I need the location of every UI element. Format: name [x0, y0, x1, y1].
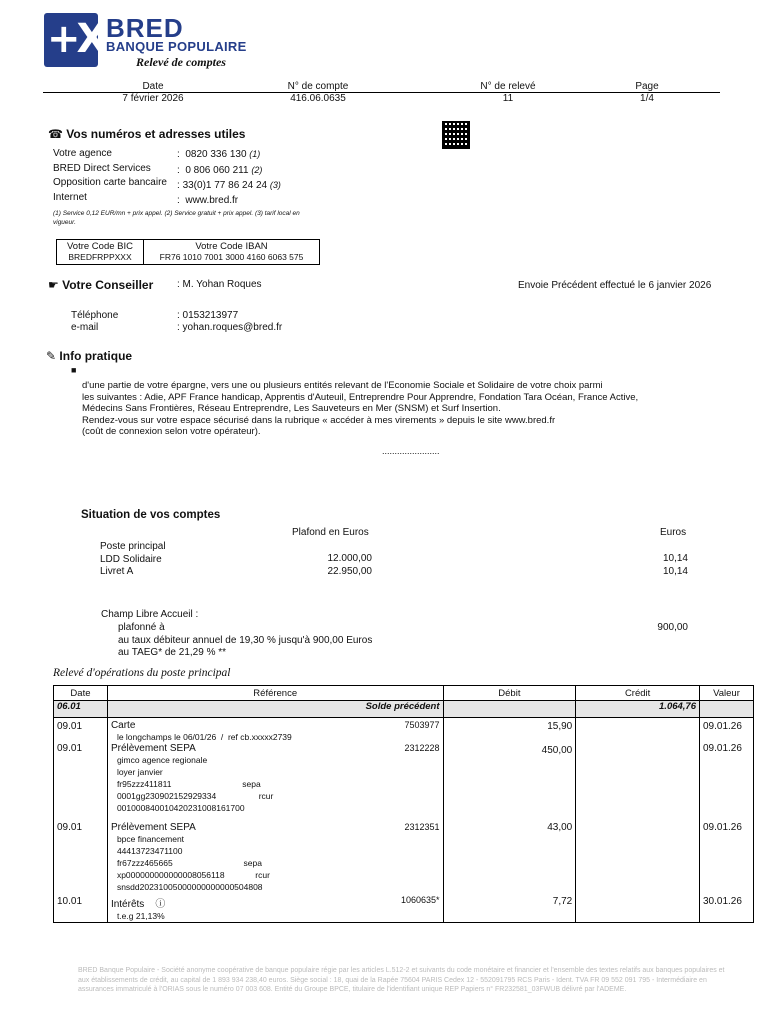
- op-debit: 15,90: [443, 718, 576, 744]
- op-detail: loyer janvier: [116, 767, 163, 777]
- op-detail: t.e.g 21,13%: [116, 911, 165, 921]
- table-header-row: [54, 686, 754, 701]
- advisor-phone-label: Téléphone: [71, 310, 119, 321]
- note: (3): [269, 180, 281, 190]
- op-detail: snsdd20231005000000000000504808: [116, 882, 263, 892]
- brand-subtitle: BANQUE POPULAIRE: [106, 39, 247, 54]
- op-detail: xp000000000000008056118 rcur: [116, 870, 270, 880]
- champ-lines: [118, 622, 372, 660]
- op-valeur: 30.01.26: [700, 893, 754, 923]
- op-debit: 7,72: [443, 893, 576, 923]
- card-opposition-phone[interactable]: 33(0)1 77 86 24 24: [182, 180, 268, 191]
- legal-footer: BRED Banque Populaire - Société anonyme coopérative de banque populaire régie par les articles L.512-2 et suivants du code monétaire et financier et l'ensemble des textes relatifs aux banques populaires et aux établissements de crédit, au capital de 1 893 934 238,40 euros. Siège social : 18, quai de la Rapée 75604 PARIS Cedex 12 - 552091795 RCS Paris - Ident. TVA FR 09 552 091 795 - Intermédiaire en assurances immatriculé à l'ORIAS sous le numéro 07 003 608. Entité du Groupe BPCE, titulaire de l'identifiant unique REP Papiers n° FR232581_03FWUB délivré par l'ADEME.: [78, 967, 725, 993]
- champ-amount: 900,00: [657, 622, 688, 633]
- solde-label: Solde précédent: [107, 701, 443, 718]
- plafond-value: 22.950,00: [327, 565, 372, 577]
- header-value-page: 1/4: [640, 93, 654, 104]
- brand-logo: [44, 13, 104, 67]
- account-label: LDD Solidaire: [100, 553, 162, 565]
- advisor-name: : M. Yohan Roques: [177, 279, 262, 290]
- useful-label: Internet: [53, 191, 87, 203]
- col-debit: Débit: [443, 686, 576, 701]
- header-label-account: N° de compte: [287, 81, 349, 92]
- solde-date: 06.01: [54, 701, 108, 718]
- operations-title: Relevé d'opérations du poste principal: [53, 667, 231, 679]
- op-date: 10.01: [54, 893, 108, 923]
- bic-iban-box: [56, 239, 320, 265]
- situation-title: Situation de vos comptes: [81, 509, 221, 521]
- col-date: Date: [54, 686, 108, 701]
- info-line: Médecins Sans Frontières, Réseau Entreprendre, Les Sauveteurs en Mer (SNSM) et Surf Insertion.: [82, 403, 501, 414]
- info-line: (coût de connexion selon votre opérateur).: [82, 426, 261, 437]
- advisor-section-title: [48, 278, 153, 292]
- useful-footnote: (1) Service 0,12 EUR/mn + prix appel. (2) Service gratuit + prix appel. (3) tarif local en vigueur.: [53, 210, 300, 226]
- op-detail: bpce financement: [116, 834, 185, 844]
- qr-code: [442, 121, 470, 149]
- op-detail: gimco agence regionale: [116, 755, 208, 765]
- euros-value: 10,14: [662, 553, 688, 564]
- header-value-statement: 11: [502, 93, 514, 104]
- situation-euros: [628, 553, 688, 578]
- situation-labels: [100, 541, 166, 579]
- website-link[interactable]: www.bred.fr: [185, 194, 239, 206]
- col-euros: Euros: [660, 527, 687, 538]
- book-icon: ✎: [46, 349, 57, 363]
- table-row: [54, 822, 754, 893]
- info-line: Rendez-vous sur votre espace sécurisé dans la rubrique « accéder à mes virements » depuis le site www.bred.fr: [82, 414, 556, 426]
- op-date: 09.01: [54, 822, 108, 893]
- op-ref: 2312351: [404, 822, 440, 832]
- useful-label: BRED Direct Services: [53, 162, 151, 174]
- advisor-email-label: e-mail: [71, 322, 99, 333]
- op-debit: 450,00: [443, 743, 576, 822]
- table-row: [54, 743, 754, 822]
- pointing-hand-icon: ☛: [48, 278, 59, 292]
- col-valeur: Valeur: [700, 686, 754, 701]
- table-row: [54, 718, 754, 744]
- document-title: Relevé de comptes: [136, 55, 226, 69]
- info-line: les suivantes : Adie, APF France handicap, Apprentis d'Auteuil, Entreprendre Pour Apprendre, Fondation Tara Océan, France Active,: [82, 391, 639, 403]
- operations-table: [53, 685, 754, 923]
- useful-title: Vos numéros et adresses utiles: [66, 127, 246, 141]
- sep: :: [177, 180, 180, 191]
- bic-label: Votre Code BIC: [66, 241, 133, 252]
- op-debit: 43,00: [443, 822, 576, 893]
- bic-value: BREDFRPPXXX: [68, 252, 132, 262]
- op-detail: 0010008400104202310081617​00: [116, 803, 245, 813]
- col-plafond: Plafond en Euros: [292, 527, 369, 538]
- table-row: [54, 893, 754, 923]
- info-separator: .......................: [382, 446, 440, 456]
- op-valeur: 09.01.26: [700, 822, 754, 893]
- op-ref: 1060635*: [400, 895, 440, 905]
- situation-plafonds: [272, 553, 372, 578]
- iban-label: Votre Code IBAN: [195, 241, 268, 252]
- useful-label: Votre agence: [53, 148, 112, 159]
- brand-name: BRED: [106, 13, 184, 43]
- op-detail: 44413723471100: [116, 846, 183, 856]
- op-detail: fr67zzz465665 sepa: [116, 858, 262, 868]
- info-icon[interactable]: ⓘ: [155, 899, 166, 910]
- useful-label: Opposition carte bancaire: [53, 177, 167, 188]
- euros-value: 10,14: [662, 565, 688, 577]
- sep: :: [177, 164, 180, 176]
- info-title: Info pratique: [59, 349, 133, 363]
- iban-value: FR76 1010 7001 3000 4160 6063 575: [159, 252, 304, 262]
- info-line: d'une partie de votre épargne, vers une ou plusieurs entités relevant de l'Economie Sociale et Solidaire de votre choix parmi: [82, 380, 603, 391]
- header-label-statement: N° de relevé: [480, 81, 536, 92]
- plafond-value: 12.000,00: [327, 553, 372, 564]
- useful-section-title: [48, 127, 245, 141]
- champ-line: plafonné à: [118, 622, 165, 633]
- op-date: 09.01: [54, 718, 108, 744]
- note: (1): [249, 149, 261, 159]
- direct-services-phone[interactable]: 0 806 060 211: [185, 164, 249, 176]
- champ-line: au TAEG* de 21,29 % **: [118, 647, 227, 658]
- sep: :: [177, 194, 180, 206]
- op-ref: 7503977: [404, 720, 440, 730]
- champ-line: au taux débiteur annuel de 19,30 % jusqu'à 900,00 Euros: [118, 634, 373, 646]
- info-text: [82, 380, 638, 438]
- info-section-title: [46, 349, 132, 363]
- op-detail: 0001gg230902152929334 rcur: [116, 791, 274, 801]
- op-detail: le longchamps le 06/01/26 / ref cb.xxxxx2739: [116, 732, 292, 742]
- phone-icon: ☎: [48, 127, 63, 141]
- previous-send: Envoie Précédent effectué le 6 janvier 2026: [518, 280, 712, 291]
- note: (2): [251, 164, 263, 175]
- header-label-date: Date: [142, 81, 164, 92]
- op-ref: 2312228: [404, 743, 440, 753]
- sep: :: [177, 149, 180, 160]
- solde-credit: 1.064,76: [576, 701, 700, 718]
- solde-row: [54, 701, 754, 718]
- op-label: Prélèvement SEPA: [110, 822, 196, 833]
- op-label: Carte: [110, 720, 136, 731]
- account-label: Poste principal: [100, 541, 166, 552]
- champ-title: Champ Libre Accueil :: [101, 609, 199, 620]
- op-detail: fr95zzz411811 sepa: [116, 779, 261, 789]
- header-value-account: 416.06.0635: [290, 93, 346, 104]
- info-bullet: ■: [71, 365, 77, 375]
- op-valeur: 09.01.26: [700, 718, 754, 744]
- op-date: 09.01: [54, 743, 108, 822]
- advisor-email[interactable]: : yohan.roques@bred.fr: [177, 322, 283, 333]
- useful-labels: [53, 147, 167, 205]
- op-label: Intérêts: [110, 899, 145, 910]
- agency-phone[interactable]: 0820 336 130: [185, 149, 247, 160]
- header-label-page: Page: [635, 81, 659, 92]
- op-label: Prélèvement SEPA: [110, 743, 196, 754]
- col-credit: Crédit: [576, 686, 700, 701]
- advisor-title: Votre Conseiller: [62, 278, 154, 292]
- advisor-phone[interactable]: : 0153213977: [177, 310, 239, 321]
- col-reference: Référence: [107, 686, 443, 701]
- header-value-date: 7 février 2026: [122, 93, 184, 104]
- logo-symbol: +X: [47, 16, 104, 62]
- account-label: Livret A: [100, 566, 134, 577]
- useful-values: [177, 147, 281, 208]
- op-valeur: 09.01.26: [700, 743, 754, 822]
